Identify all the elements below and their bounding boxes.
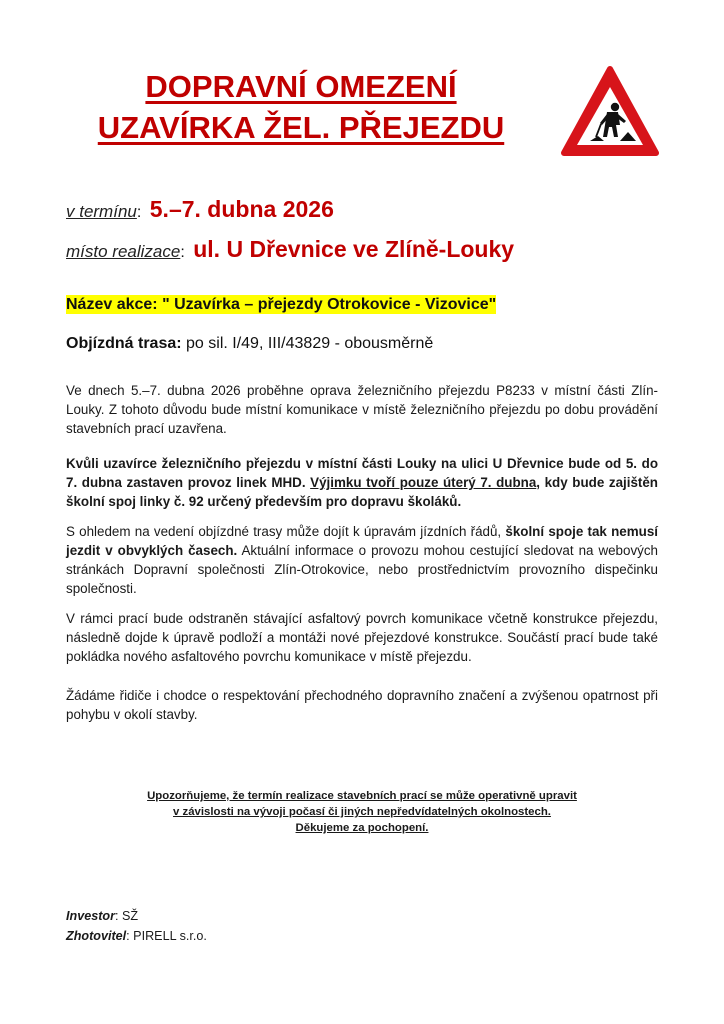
place-value: ul. U Dřevnice ve Zlíně-Louky (193, 236, 515, 262)
title-line-2: UZAVÍRKA ŽEL. PŘEJEZDU (97, 110, 505, 145)
notice-block (100, 788, 624, 836)
investor-label: Investor (66, 909, 115, 923)
contractor-value: : PIRELL s.r.o. (126, 929, 207, 943)
road-works-sign-icon (560, 63, 660, 163)
place-separator: : (180, 244, 185, 261)
paragraph-request: Žádáme řidiče i chodce o respektování přechodného dopravního značení a zvýšenou opatrnost při pohybu v okolí stavby. (66, 688, 658, 722)
title-line-1: DOPRAVNÍ OMEZENÍ (145, 69, 457, 104)
term-row (66, 196, 334, 223)
paragraph-timetable (66, 522, 658, 598)
footer (66, 906, 207, 946)
action-label: Název akce: " (66, 296, 170, 313)
term-value: 5.–7. dubna 2026 (149, 196, 334, 222)
investor-value: : SŽ (115, 909, 139, 923)
detour-route (66, 335, 433, 353)
p3-text-b: Aktuální informace o provozu mohou cestující sledovat na webových stránkách Dopravní společnosti Zlín-Otrokovice, nebo prostřednictvím provozního dispečinku společnosti. (66, 543, 658, 596)
place-label: místo realizace (66, 242, 181, 261)
paragraph-mhd-closure (66, 454, 658, 511)
p2-exception: Výjimku tvoří pouze úterý 7. dubna (310, 475, 537, 490)
term-label: v termínu (66, 202, 137, 221)
notice-line-3: Děkujeme za pochopení. (295, 822, 429, 834)
detour-label: Objízdná trasa: (66, 335, 182, 352)
page-title (62, 66, 540, 148)
p3-text-a: S ohledem na vedení objízdné trasy může dojít k úpravám jízdních řádů, (66, 524, 506, 539)
p2-text-a: Kvůli uzavírce železničního přejezdu v místní části Louky na ulici U Dřevnice bude od 5. do 7. dubna zastaven provoz linek MHD. (66, 456, 658, 490)
notice-line-1: Upozorňujeme, že termín realizace stavebních prací se může operativně upravit (147, 790, 577, 802)
investor-row (66, 906, 207, 926)
paragraph-works-scope: V rámci prací bude odstraněn stávající asfaltový povrch komunikace včetně konstrukce přejezdu, následně dojde k úpravě podloží a montáži nové přejezdové konstrukce. Součástí prací bude také pokládka nového asfaltového povrchu komunikace v místě přejezdu. (66, 611, 658, 664)
p2-text-b: , kdy bude zajištěn školní spoj linky č. 92 určený především pro dopravu školáků. (66, 475, 658, 509)
action-name (66, 296, 496, 314)
paragraph-repair-info: Ve dnech 5.–7. dubna 2026 proběhne oprava železničního přejezdu P8233 v místní části Zlín-Louky. Z tohoto důvodu bude místní komunikace v místě železničního přejezdu po dobu provádění stavebních prací uzavřena. (66, 383, 658, 436)
term-separator: : (136, 204, 142, 221)
contractor-label: Zhotovitel (66, 929, 127, 943)
p3-bold: školní spoje tak nemusí jezdit v obvyklých časech. (66, 524, 658, 558)
action-value: Uzavírka – přejezdy Otrokovice - Vizovice" (169, 296, 497, 313)
place-row (66, 236, 514, 263)
detour-value: po sil. I/49, III/43829 - obousměrně (181, 335, 434, 352)
notice-line-2: v závislosti na vývoji počasí či jiných nepředvídatelných okolnostech. (173, 806, 551, 818)
contractor-row (66, 926, 207, 946)
